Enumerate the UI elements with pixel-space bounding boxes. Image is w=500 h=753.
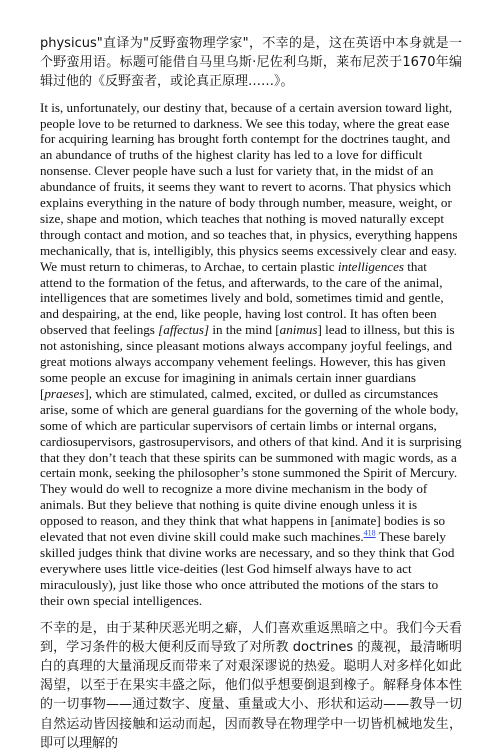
english-text-2: that attend to the formation of the fetus, and afterwards, to the care of the animal, intelligences that are sometimes lively and bold, sometimes timid and gentle, and despairing, at the end, like people, having lost control. It has often been observed that feelings xyxy=(40,258,444,338)
english-text-1: It is, unfortunately, our destiny that, because of a certain aversion toward light, people love to be returned to darkness. We see this today, where the great ease for acquiring learning has brought forth contempt for the doctrines taught, and an abundance of truths of the highest clarity has led to a love for difficult nonsense. Clever people have such a lust for variety that, in the midst of an abundance of fruits, it seems they want to revert to acorns. That physics which explains everything in the nature of body through number, measure, weight, or size, shape and motion, which teaches that nothing is moved naturally except through contact and motion, and so teaches that, in physics, everything happens mechanically, that is, intelligibly, this physics seems excessively clear and easy. We must return to chimeras, to Archae, to certain plastic xyxy=(40,99,458,274)
chinese-paragraph-bottom: 不幸的是，由于某种厌恶光明之癖，人们喜欢重返黑暗之中。我们今天看到，学习条件的极大便利反而导致了对所教 doctrines 的蔑视，最清晰明白的真理的大量涌现反而带来了对艰深谬说的热爱。聪明人对多样化如此渴望，以至于在果实丰盛之际，他们似乎想要倒退到橡子。解释身体本性的一切事物——通过数字、度量、重量或大小、形状和运动——教导一切自然运动皆因接触和运动而起，因而教导在物理学中一切皆机械地发生，即可以理解的 xyxy=(40,620,462,751)
english-text-4: ] lead to illness, but this is not astonishing, since pleasant motions always accompany joyful feelings, and great motions always accompany vehement feelings. However, this has given some people an excuse for imagining in animals certain inner guardians [ xyxy=(40,322,455,401)
english-text-3: in the mind [ xyxy=(209,322,280,338)
english-text-5: ], which are stimulated, calmed, excited, or dulled as circumstances arise, some of which are general guardians for the governing of the whole body, some of which are particular supervisors of certain limbs or internal organs, cardiosupervisors, gastrosupervisors, and others of that kind. And it is surprising that they don’t teach that these spirits can be summoned with magic words, as a certain monk, seeking the philosopher’s stone summoned the Spirit of Mercury. They would do well to recognize a more divine mechanism in the body of animals. But they believe that nothing is quite divine enough unless it is opposed to reason, and they think that what happens in [animate] bodies is so elevated that not even divine skill could make such machines. xyxy=(40,385,462,545)
english-paragraph xyxy=(40,100,462,609)
italic-term-affectus: [affectus] xyxy=(158,322,210,338)
footnote-link[interactable]: 418 xyxy=(363,528,376,538)
italic-term-intelligences: intelligences xyxy=(337,258,405,274)
italic-term-animus: animus xyxy=(279,322,318,338)
chinese-paragraph-top: physicus"直译为"反野蛮物理学家"，不幸的是，这在英语中本身就是一个野蛮用语。标题可能借自马里乌斯·尼佐利乌斯，莱布尼茨于1670年编辑过他的《反野蛮者，或论真正原理……》。 xyxy=(40,36,462,90)
english-text-6: These barely skilled judges think that divine works are necessary, and so they think that God everywhere uses little vice-deities (lest God himself always have to act miraculously), just like those who once attributed the motions of the stars to their own special intelligences. xyxy=(40,529,455,608)
italic-term-praeses: praeses xyxy=(44,385,85,401)
document-page xyxy=(40,34,462,753)
